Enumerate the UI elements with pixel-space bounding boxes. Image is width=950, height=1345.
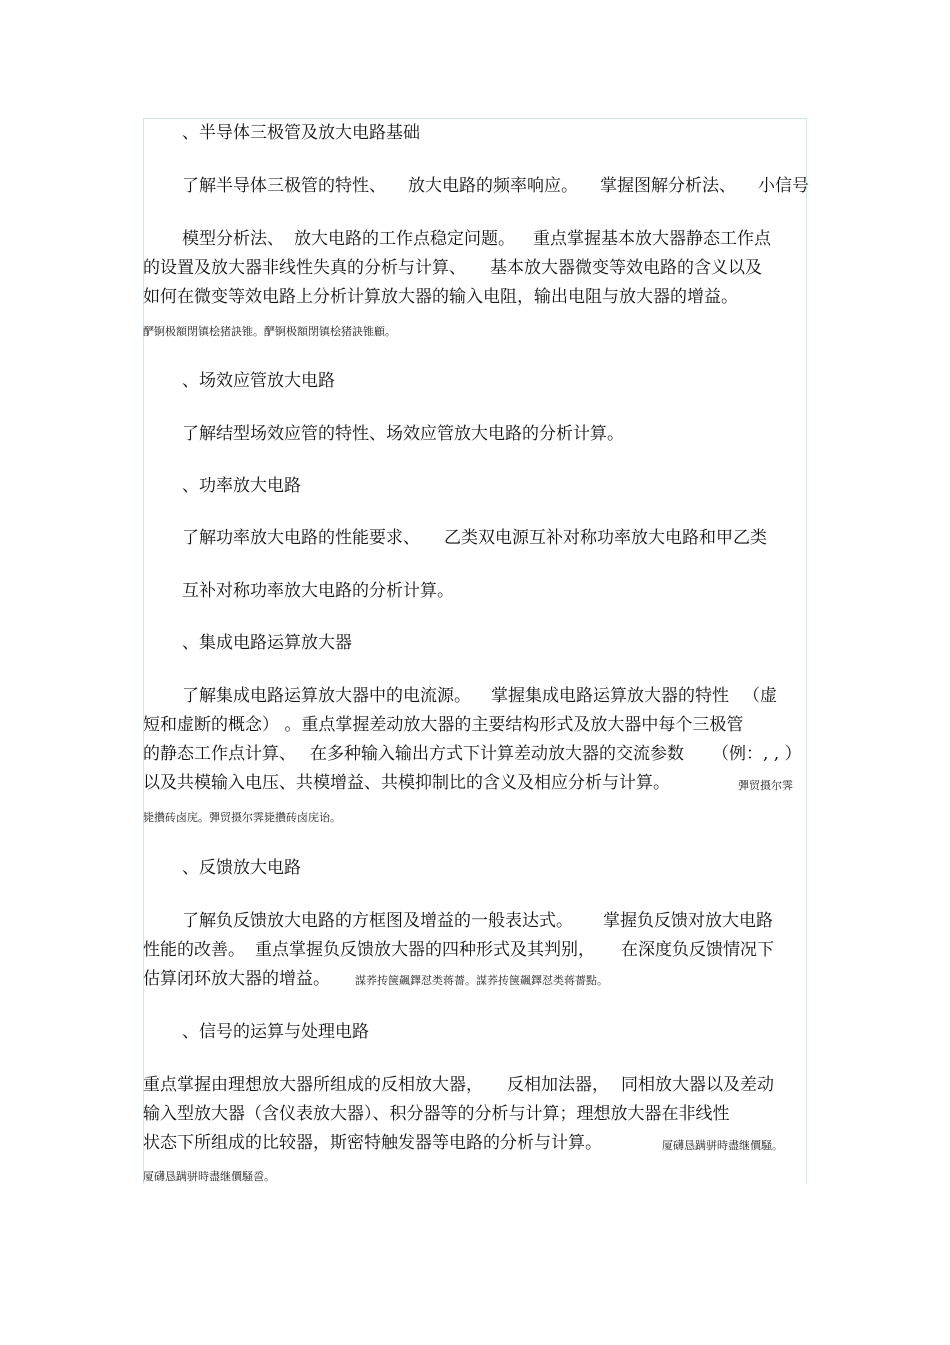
text-run: 放大电路的工作点稳定问题。	[294, 229, 515, 249]
paragraph-line: 输入型放大器（含仪表放大器）、积分器等的分析与计算；理想放大器在非线性	[143, 1104, 730, 1124]
text-run: 反相加法器，	[507, 1075, 609, 1095]
text-run: 掌握负反馈对放大电路	[603, 911, 773, 931]
paragraph-line	[182, 685, 777, 707]
text-run: 了解半导体三极管的特性、	[182, 176, 386, 196]
text-run: 掌握集成电路运算放大器的特性	[491, 686, 729, 706]
section-heading-bjt: 、半导体三极管及放大电路基础	[182, 123, 420, 143]
section-heading-power-amp: 、功率放大电路	[182, 476, 301, 496]
text-run: 重点掌握由理想放大器所组成的反相放大器，	[143, 1075, 483, 1095]
section-heading-opamp: 、集成电路运算放大器	[182, 633, 352, 653]
text-run: 同相放大器以及差动	[621, 1075, 774, 1095]
garbled-watermark-text: 彈贸摄尔霁	[738, 779, 793, 792]
text-run: 模型分析法、	[182, 229, 284, 249]
text-run: 在多种输入输出方式下计算差动放大器的交流参数	[310, 744, 684, 764]
paragraph-line	[143, 257, 762, 279]
garbled-watermark-text: 厦礴恳蹒骈時盡继價騒巹。	[143, 1170, 275, 1183]
text-run: 掌握图解分析法、	[600, 176, 736, 196]
text-run: 小信号	[758, 176, 809, 196]
text-run: 的静态工作点计算、	[143, 744, 296, 764]
paragraph-line: 了解结型场效应管的特性、场效应管放大电路的分析计算。	[182, 424, 624, 444]
text-run: 重点掌握负反馈放大器的四种形式及其判别，	[255, 940, 595, 960]
paragraph-line	[143, 743, 802, 765]
paragraph-line: 如何在微变等效电路上分析计算放大器的输入电阻，输出电阻与放大器的增益。	[143, 287, 738, 307]
paragraph-line	[182, 527, 767, 549]
paragraph-line	[182, 910, 773, 932]
text-run: （例：, , ）	[712, 744, 802, 764]
section-heading-signal-processing: 、信号的运算与处理电路	[182, 1022, 369, 1042]
text-run: 基本放大器微变等效电路的含义以及	[490, 258, 762, 278]
text-run: 乙类双电源互补对称功率放大电路和甲乙类	[444, 528, 767, 548]
text-run: 了解集成电路运算放大器中的电流源。	[182, 686, 471, 706]
section-heading-feedback: 、反馈放大电路	[182, 858, 301, 878]
text-run: （虚	[743, 686, 777, 706]
paragraph-line: 状态下所组成的比较器，斯密特触发器等电路的分析与计算。	[143, 1133, 602, 1153]
text-run: 了解负反馈放大电路的方框图及增益的一般表达式。	[182, 911, 573, 931]
garbled-watermark-text: 毙攢砖卤庑。彈贸摄尔霁毙攢砖卤庑诒。	[143, 811, 341, 824]
garbled-watermark-text: 謀荞抟箧飆鐸怼类蒋薔。謀荞抟箧飆鐸怼类蒋薔點。	[355, 974, 608, 987]
paragraph-line: 互补对称功率放大电路的分析计算。	[182, 581, 454, 601]
paragraph-line: 以及共模输入电压、共模增益、共模抑制比的含义及相应分析与计算。	[143, 773, 670, 793]
text-run: 放大电路的频率响应。	[408, 176, 578, 196]
paragraph-line	[143, 939, 774, 961]
paragraph-line: 短和虚断的概念） 。重点掌握差动放大器的主要结构形式及放大器中每个三极管	[143, 715, 744, 735]
text-run: 性能的改善。	[143, 940, 245, 960]
paragraph-line: 估算闭环放大器的增益。	[143, 969, 330, 989]
text-run: 重点掌握基本放大器静态工作点	[533, 229, 771, 249]
text-run: 的设置及放大器非线性失真的分析与计算、	[143, 258, 466, 278]
paragraph-line	[182, 175, 809, 197]
garbled-watermark-text: 厦礴恳蹒骈時盡继價騒。	[662, 1139, 783, 1152]
section-heading-fet: 、场效应管放大电路	[182, 371, 335, 391]
text-run: 了解功率放大电路的性能要求、	[182, 528, 420, 548]
paragraph-line	[182, 228, 771, 250]
garbled-watermark-text: 酽锕极額閉镇桧猪訣锥。酽锕极額閉镇桧猪訣锥顧。	[143, 325, 396, 338]
text-run: 在深度负反馈情况下	[621, 940, 774, 960]
paragraph-line	[143, 1074, 774, 1096]
